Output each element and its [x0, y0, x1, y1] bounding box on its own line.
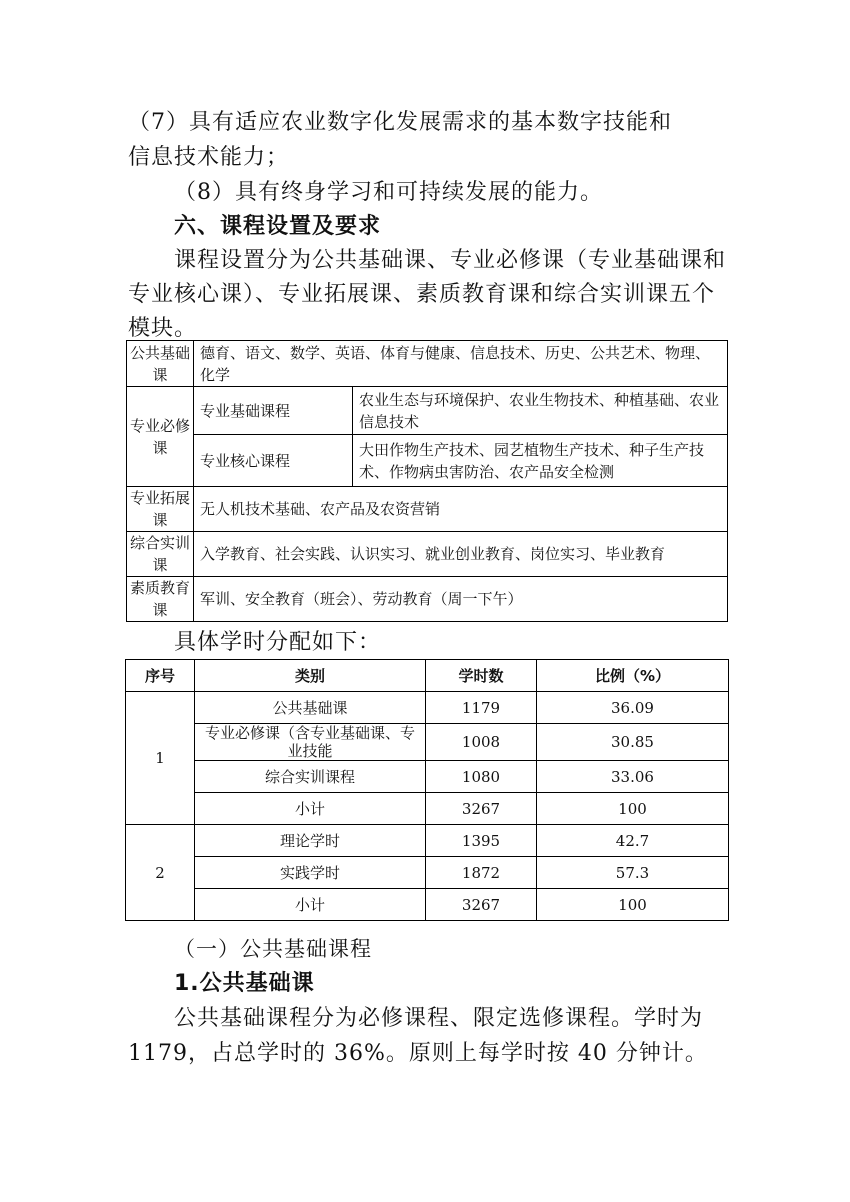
table-row [126, 692, 729, 724]
category-cell: 小计 [195, 889, 426, 921]
header-no: 序号 [126, 660, 195, 692]
table-row [126, 724, 729, 761]
subsection-1-1-title: 1.公共基础课 [174, 971, 315, 996]
final-line1: 公共基础课程分为必修课程、限定选修课程。学时为 [174, 1006, 704, 1031]
header-category: 类别 [195, 660, 426, 692]
module-content: 大田作物生产技术、园艺植物生产技术、种子生产技术、作物病虫害防治、农产品安全检测 [353, 435, 728, 487]
hours-cell: 1179 [426, 692, 537, 724]
final-line2: 1179，占总学时的 36%。原则上每学时按 40 分钟计。 [128, 1041, 708, 1066]
table-row [126, 889, 729, 921]
module-row-required-core [127, 435, 728, 487]
subsection-1-title: （一）公共基础课程 [174, 937, 372, 961]
module-label: 专业必修课 [127, 387, 194, 487]
ratio-cell: 30.85 [537, 724, 729, 761]
category-cell: 公共基础课 [195, 692, 426, 724]
section-6-title: 六、课程设置及要求 [174, 214, 382, 239]
category-cell: 专业必修课（含专业基础课、专业技能 [195, 724, 426, 761]
module-content: 军训、安全教育（班会）、劳动教育（周一下午） [194, 577, 728, 622]
module-label: 专业拓展课 [127, 487, 194, 532]
table-row [126, 825, 729, 857]
category-cell: 理论学时 [195, 825, 426, 857]
module-content: 农业生态与环境保护、农业生物技术、种植基础、农业信息技术 [353, 387, 728, 435]
ratio-cell: 36.09 [537, 692, 729, 724]
header-ratio: 比例（%） [537, 660, 729, 692]
paragraph-7-line1: （7）具有适应农业数字化发展需求的基本数字技能和 [128, 110, 672, 135]
table-row [126, 857, 729, 889]
hours-cell: 1872 [426, 857, 537, 889]
module-content: 德育、语文、数学、英语、体育与健康、信息技术、历史、公共艺术、物理、化学 [194, 341, 728, 387]
module-content: 入学教育、社会实践、认识实习、就业创业教育、岗位实习、毕业教育 [194, 532, 728, 577]
module-row-quality [127, 577, 728, 622]
paragraph-8: （8）具有终身学习和可持续发展的能力。 [174, 180, 603, 205]
module-sublabel: 专业基础课程 [194, 387, 353, 435]
hours-cell: 3267 [426, 793, 537, 825]
ratio-cell: 100 [537, 889, 729, 921]
header-hours: 学时数 [426, 660, 537, 692]
ratio-cell: 42.7 [537, 825, 729, 857]
hours-header-row [126, 660, 729, 692]
module-label: 公共基础课 [127, 341, 194, 387]
module-row-training [127, 532, 728, 577]
hours-cell: 1008 [426, 724, 537, 761]
hours-intro: 具体学时分配如下： [174, 630, 382, 655]
module-row-required-basic [127, 387, 728, 435]
table-row [126, 793, 729, 825]
hours-table [125, 659, 729, 921]
module-content: 无人机技术基础、农产品及农资营销 [194, 487, 728, 532]
intro-line2: 专业核心课）、专业拓展课、素质教育课和综合实训课五个 [128, 282, 716, 307]
module-sublabel: 专业核心课程 [194, 435, 353, 487]
module-label: 素质教育课 [127, 577, 194, 622]
ratio-cell: 57.3 [537, 857, 729, 889]
ratio-cell: 100 [537, 793, 729, 825]
intro-line3: 模块。 [128, 316, 198, 341]
category-cell: 小计 [195, 793, 426, 825]
hours-cell: 3267 [426, 889, 537, 921]
intro-line1: 课程设置分为公共基础课、专业必修课（专业基础课和 [174, 248, 727, 273]
hours-cell: 1395 [426, 825, 537, 857]
group-number: 1 [126, 692, 195, 825]
group-number: 2 [126, 825, 195, 921]
category-cell: 综合实训课程 [195, 761, 426, 793]
hours-cell: 1080 [426, 761, 537, 793]
module-table [126, 340, 728, 622]
module-label: 综合实训课 [127, 532, 194, 577]
table-row [126, 761, 729, 793]
module-row-public [127, 341, 728, 387]
paragraph-7-line2: 信息技术能力； [128, 145, 290, 170]
category-cell: 实践学时 [195, 857, 426, 889]
module-row-extension [127, 487, 728, 532]
ratio-cell: 33.06 [537, 761, 729, 793]
